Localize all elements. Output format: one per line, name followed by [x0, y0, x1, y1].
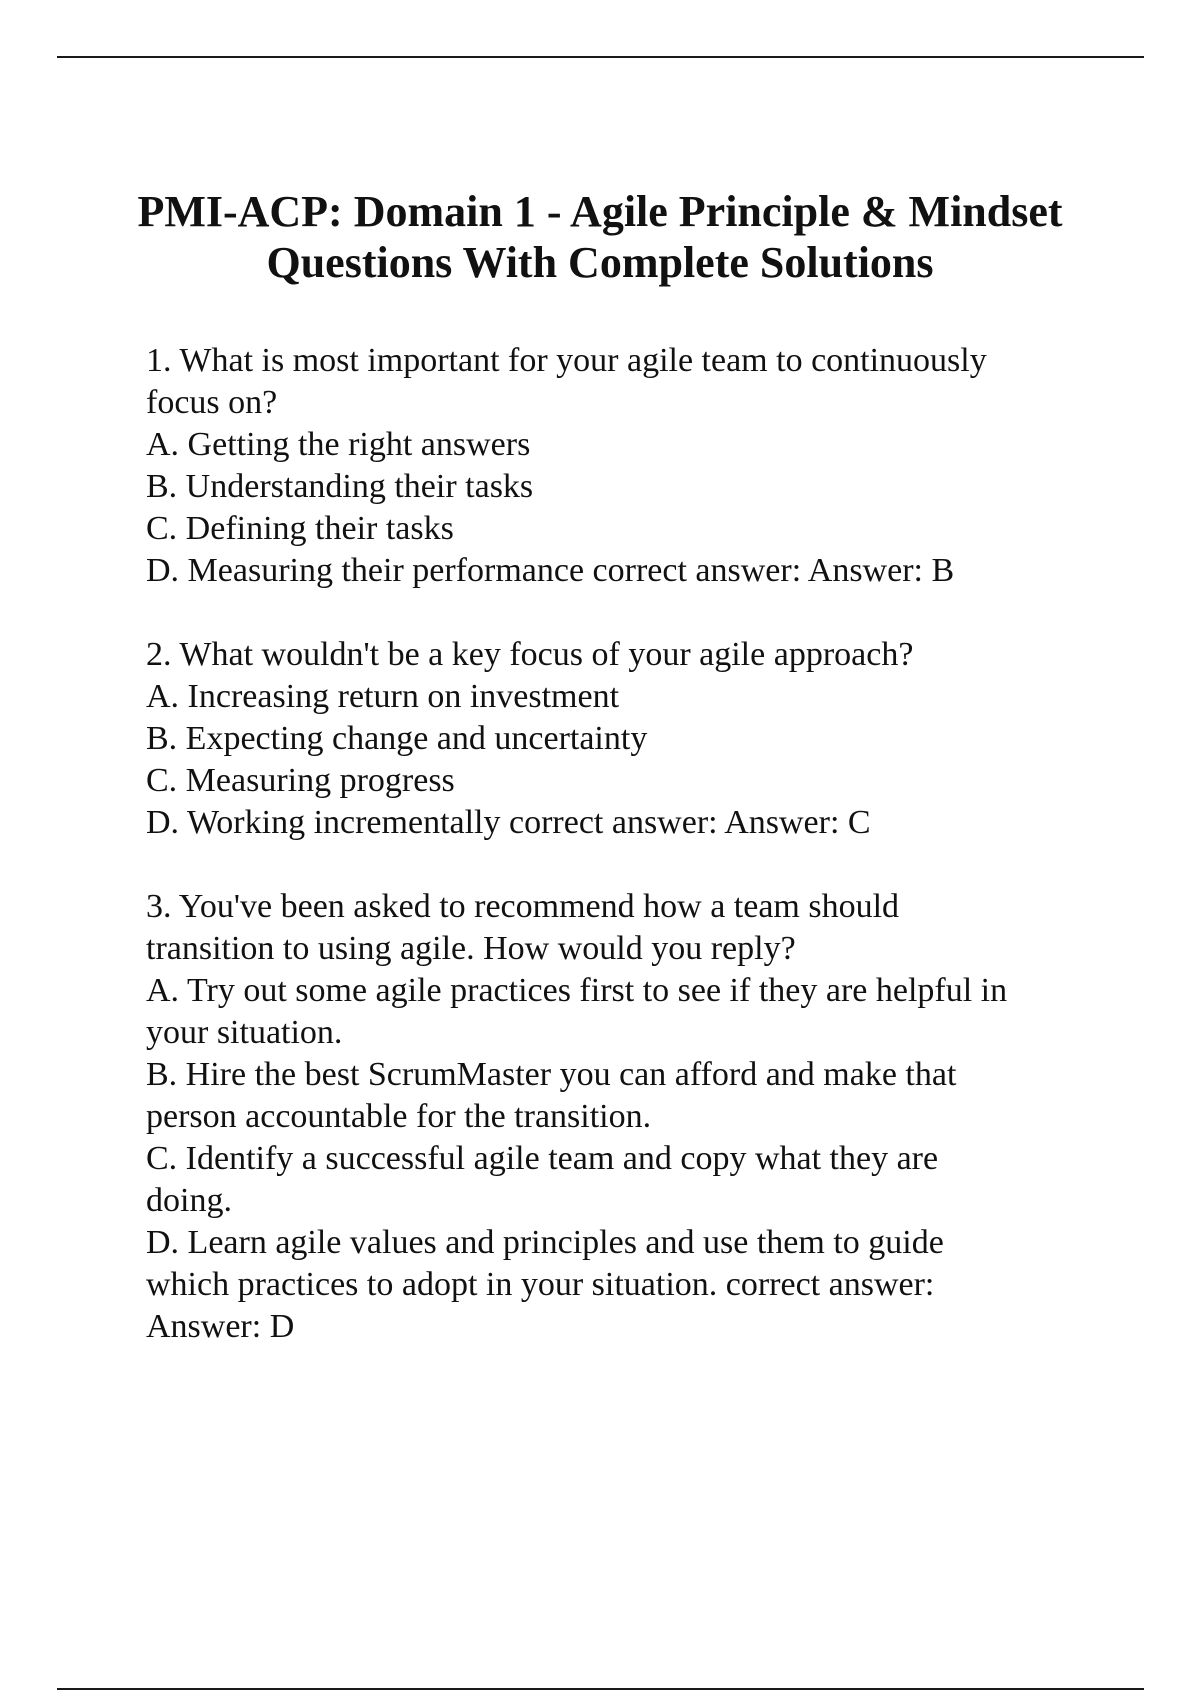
question-2-option-d-with-answer: D. Working incrementally correct answer: Answer: C [146, 804, 871, 841]
question-2-stem: 2. What wouldn't be a key focus of your agile approach? [146, 636, 914, 673]
question-3-answer: Answer: D [146, 1308, 295, 1345]
question-1-stem-line-1: 1. What is most important for your agile team to continuously [146, 342, 987, 379]
question-1-option-d-with-answer: D. Measuring their performance correct answer: Answer: B [146, 552, 955, 589]
question-3-stem-line-1: 3. You've been asked to recommend how a team should [146, 888, 900, 925]
question-3-option-c-line-1: C. Identify a successful agile team and copy what they are [146, 1140, 939, 1177]
question-2-option-b: B. Expecting change and uncertainty [146, 720, 648, 757]
question-1-option-c: C. Defining their tasks [146, 510, 454, 547]
question-2-option-c: C. Measuring progress [146, 762, 455, 799]
bottom-divider [57, 1688, 1144, 1690]
question-3-option-b-line-1: B. Hire the best ScrumMaster you can afford and make that [146, 1056, 957, 1093]
question-3-option-c-line-2: doing. [146, 1182, 232, 1219]
top-divider [57, 56, 1144, 58]
question-3-option-a-line-1: A. Try out some agile practices first to see if they are helpful in [146, 972, 1008, 1009]
question-1 [146, 340, 1086, 592]
document-title [60, 186, 1140, 288]
question-3-stem-line-2: transition to using agile. How would you reply? [146, 930, 796, 967]
question-3 [146, 886, 1086, 1348]
question-2-option-a: A. Increasing return on investment [146, 678, 620, 715]
question-1-option-b: B. Understanding their tasks [146, 468, 534, 505]
question-1-option-a: A. Getting the right answers [146, 426, 531, 463]
question-3-option-a-line-2: your situation. [146, 1014, 343, 1051]
title-line-2: Questions With Complete Solutions [266, 238, 934, 287]
question-1-stem-line-2: focus on? [146, 384, 278, 421]
question-3-option-b-line-2: person accountable for the transition. [146, 1098, 652, 1135]
question-2 [146, 634, 1086, 844]
title-line-1: PMI-ACP: Domain 1 - Agile Principle & Mindset [137, 187, 1063, 236]
question-3-option-d-line-2: which practices to adopt in your situation. correct answer: [146, 1266, 935, 1303]
question-list [146, 340, 1086, 1390]
question-3-option-d-line-1: D. Learn agile values and principles and use them to guide [146, 1224, 944, 1261]
